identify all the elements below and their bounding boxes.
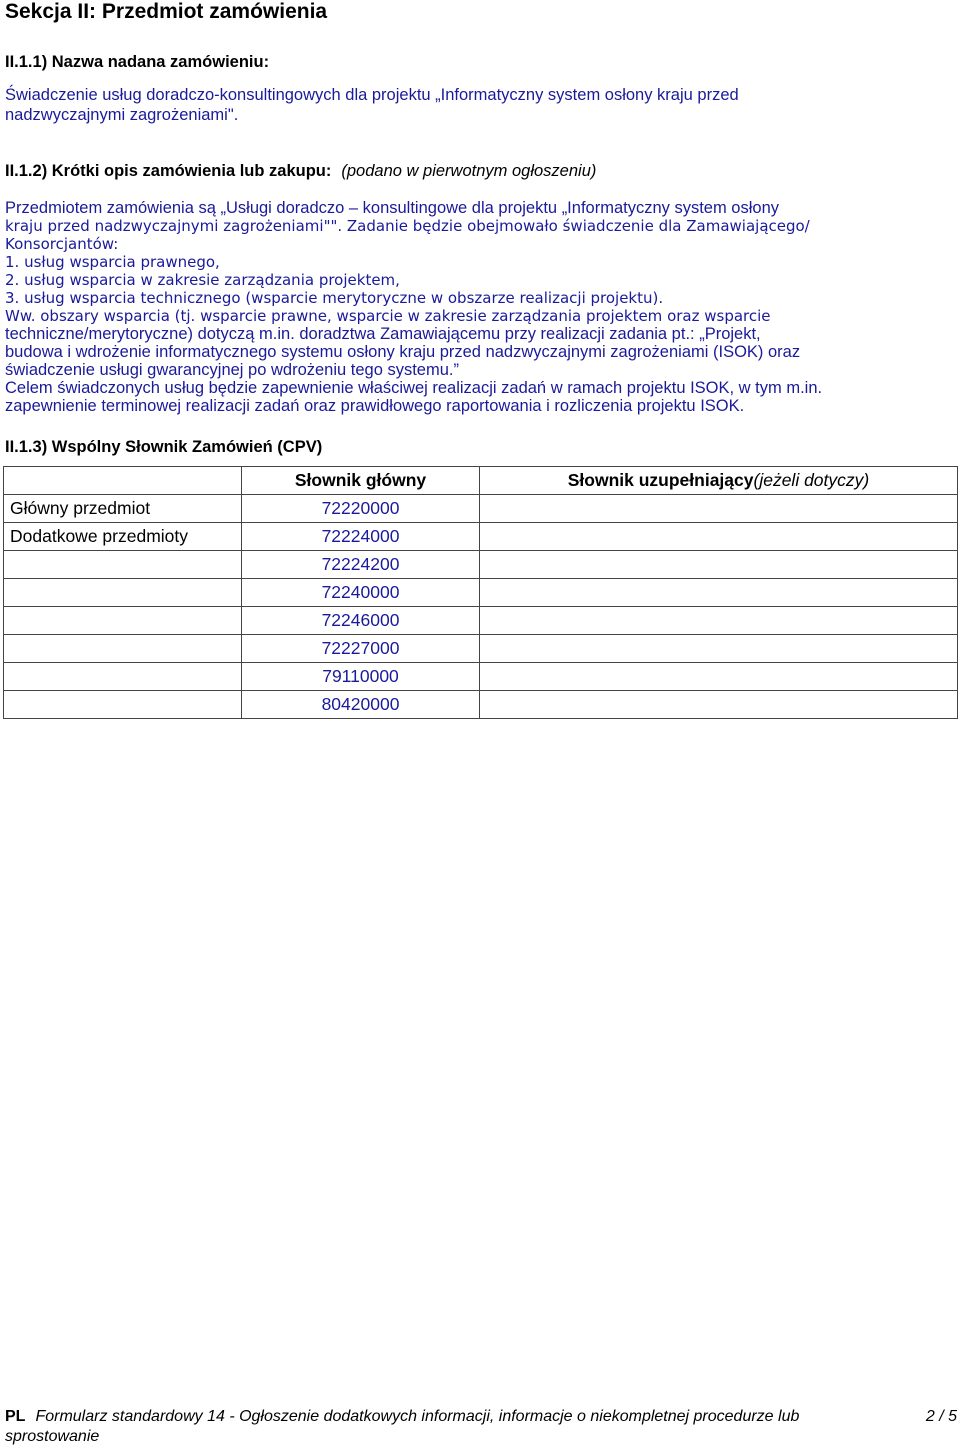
cpv-row-label (4, 691, 242, 719)
description-line: Celem świadczonych usług będzie zapewnienie właściwej realizacji zadań w ramach projektu ISOK, w tym m.in. (5, 379, 823, 397)
heading-ii-1-2-note: (podano w pierwotnym ogłoszeniu) (341, 162, 597, 180)
page-footer (5, 1407, 957, 1447)
table-row (4, 579, 958, 607)
footer-title-wrap (5, 1407, 885, 1447)
contract-name (5, 85, 960, 125)
cpv-row-label (4, 607, 242, 635)
table-row (4, 551, 958, 579)
cpv-header-row (4, 467, 958, 495)
cpv-header-empty (4, 467, 242, 495)
cpv-row-label (4, 579, 242, 607)
cpv-row-label (4, 551, 242, 579)
description-line: zapewnienie terminowej realizacji zadań oraz prawidłowego raportowania i rozliczenia projektu ISOK. (5, 397, 745, 415)
cpv-supplementary (480, 663, 958, 691)
cpv-supplementary (480, 635, 958, 663)
cpv-supplementary (480, 495, 958, 523)
table-row (4, 635, 958, 663)
cpv-table (3, 466, 958, 719)
description-line: budowa i wdrożenie informatycznego systemu osłony kraju przed nadzwyczajnymi zagrożeniami (ISOK) oraz (5, 343, 801, 361)
cpv-code: 72246000 (242, 607, 480, 635)
description-line: 3. usług wsparcia technicznego (wsparcie merytoryczne w obszarze realizacji projektu). (5, 289, 664, 307)
cpv-supplementary (480, 579, 958, 607)
cpv-supplementary (480, 607, 958, 635)
table-row (4, 607, 958, 635)
description-line: Ww. obszary wsparcia (tj. wsparcie prawne, wsparcie w zakresie zarządzania projektem oraz wsparcie (5, 307, 771, 325)
table-row (4, 663, 958, 691)
cpv-code: 80420000 (242, 691, 480, 719)
cpv-header-supp-note: (jeżeli dotyczy) (753, 470, 870, 490)
cpv-supplementary (480, 551, 958, 579)
cpv-supplementary (480, 523, 958, 551)
cpv-code: 72224200 (242, 551, 480, 579)
cpv-header-main: Słownik główny (242, 467, 480, 495)
cpv-header-supp-label: Słownik uzupełniający (567, 470, 754, 490)
description-line: 2. usług wsparcia w zakresie zarządzania projektem, (5, 271, 400, 289)
table-row (4, 523, 958, 551)
footer-form-title: Formularz standardowy 14 - Ogłoszenie dodatkowych informacji, informacje o niekompletnej procedurze lub sprostowanie (5, 1408, 800, 1445)
cpv-row-label (4, 663, 242, 691)
cpv-code: 72240000 (242, 579, 480, 607)
cpv-code: 79110000 (242, 663, 480, 691)
table-row (4, 495, 958, 523)
description-line: Przedmiotem zamówienia są „Usługi doradczo – konsultingowe dla projektu „Informatyczny system osłony (5, 199, 780, 217)
description-line: techniczne/merytoryczne) dotyczą m.in. doradztwa Zamawiającemu przy realizacji zadania pt.: „Projekt, (5, 325, 761, 343)
footer-language: PL (5, 1408, 26, 1425)
description-line: świadczenie usługi gwarancyjnej po wdrożeniu tego systemu.” (5, 361, 459, 379)
heading-ii-1-1: II.1.1) Nazwa nadana zamówieniu: (5, 53, 270, 71)
cpv-header-supplementary (480, 467, 958, 495)
heading-ii-1-2 (5, 161, 596, 181)
heading-ii-1-2-text: II.1.2) Krótki opis zamówienia lub zakupu: (5, 162, 332, 180)
footer-page-number: 2 / 5 (925, 1408, 957, 1425)
section-title: Sekcja II: Przedmiot zamówienia (5, 0, 328, 23)
cpv-row-label: Dodatkowe przedmioty (4, 523, 242, 551)
short-description (5, 199, 960, 415)
cpv-code: 72224000 (242, 523, 480, 551)
cpv-row-label (4, 635, 242, 663)
cpv-supplementary (480, 691, 958, 719)
contract-name-line: Świadczenie usług doradczo-konsultingowych dla projektu „Informatyczny system osłony kraju przed (5, 86, 739, 104)
cpv-code: 72220000 (242, 495, 480, 523)
description-line: 1. usług wsparcia prawnego, (5, 253, 220, 271)
cpv-row-label: Główny przedmiot (4, 495, 242, 523)
cpv-code: 72227000 (242, 635, 480, 663)
contract-name-line: nadzwyczajnymi zagrożeniami". (5, 106, 239, 124)
description-line: kraju przed nadzwyczajnymi zagrożeniami"". Zadanie będzie obejmowało świadczenie dla Zamawiającego/ (5, 217, 810, 235)
table-row (4, 691, 958, 719)
heading-ii-1-3: II.1.3) Wspólny Słownik Zamówień (CPV) (5, 438, 323, 456)
description-line: Konsorcjantów: (5, 235, 119, 253)
